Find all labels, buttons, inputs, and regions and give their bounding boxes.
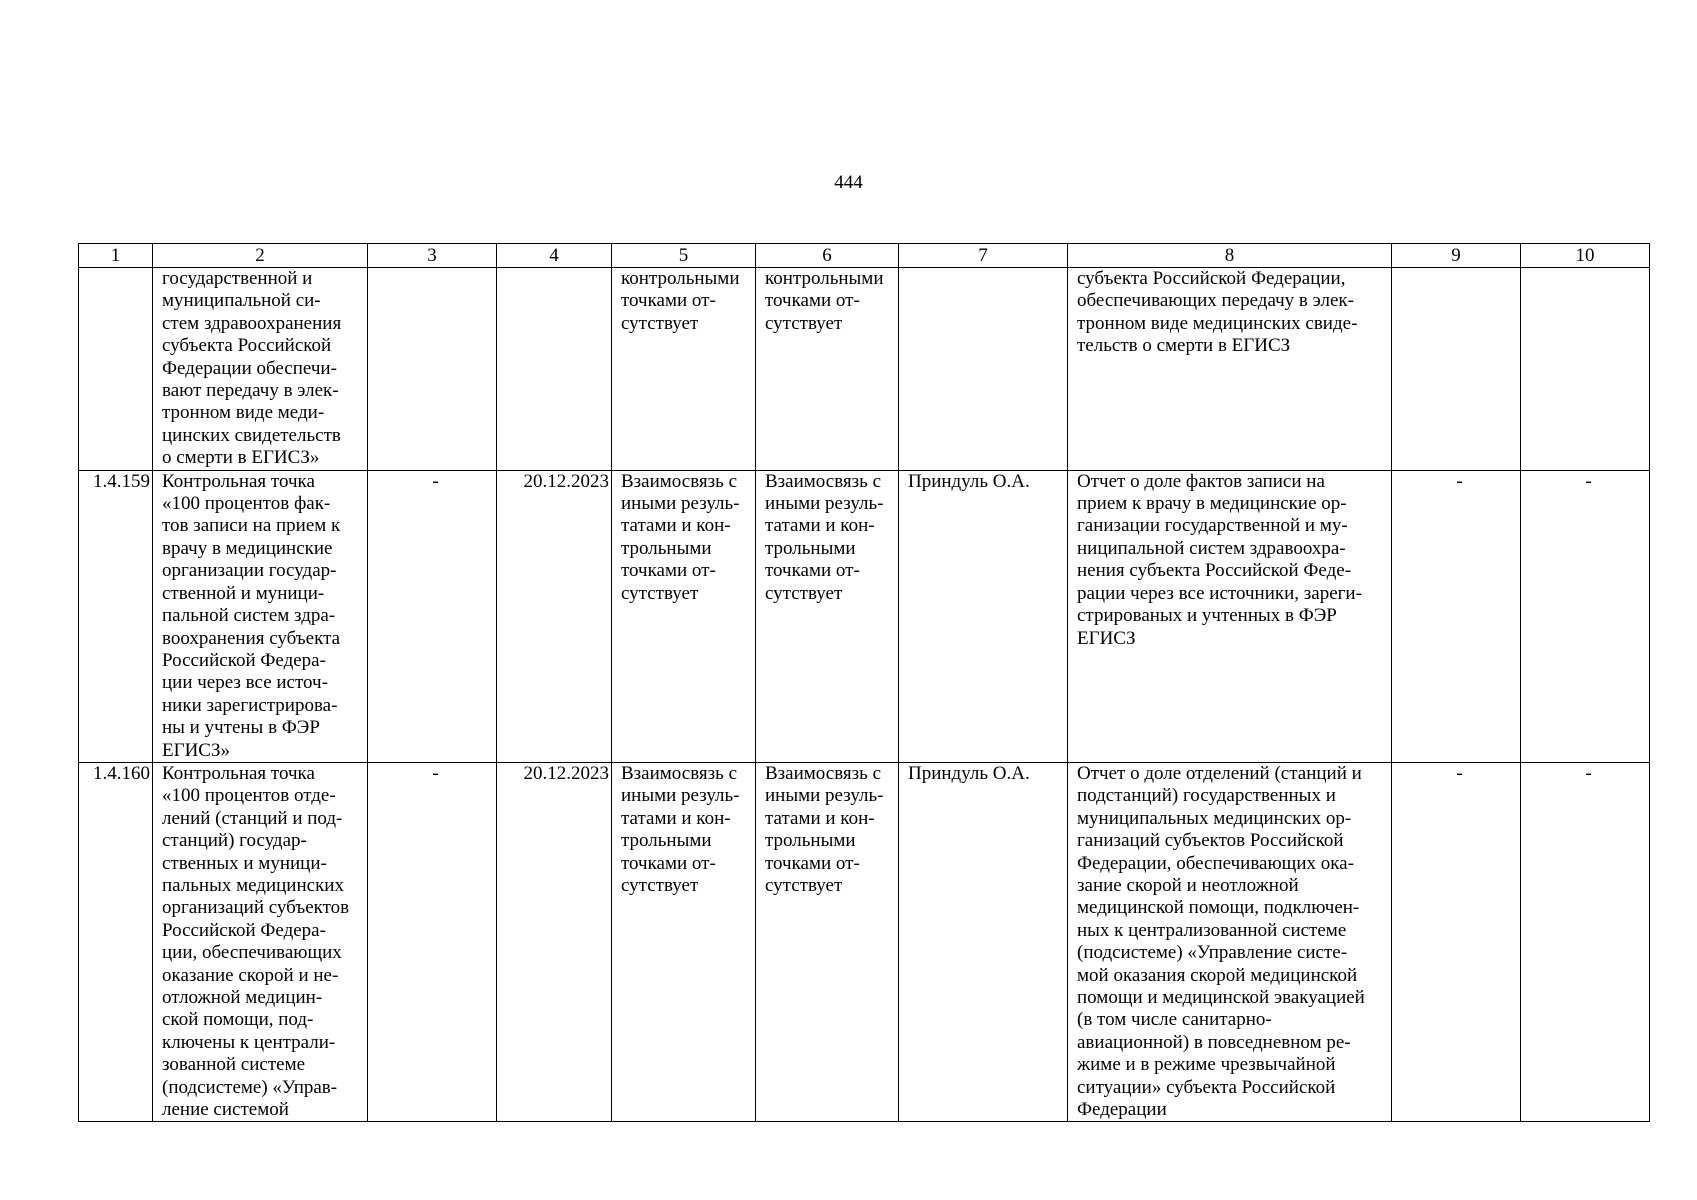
cell-report-description: субъекта Российской Федерации, обеспечивающих передачу в элек- тронном виде медицинских свиде- тельств о смерти в ЕГИСЗ	[1068, 268, 1392, 471]
cell-column-9: -	[1392, 762, 1521, 1122]
cell-relation-6: контрольными точками от- сутствует	[756, 268, 899, 471]
cell-relation-5: контрольными точками от- сутствует	[612, 268, 756, 471]
cell-column-3	[368, 268, 497, 471]
header-row	[79, 244, 1650, 268]
column-header-3: 3	[368, 244, 497, 268]
cell-control-point-name: Контрольная точка «100 процентов отде- лений (станций и под- станций) государ- ственных и муници- пальных медицинских организаций субъектов Российской Федера- ции, обеспечивающих оказание скорой и не- отложной медицин- ской помощи, под- ключены к централи- зованной системе (подсистеме) «Управ- ление системой	[153, 762, 368, 1122]
cell-date: 20.12.2023	[497, 470, 612, 762]
column-header-1: 1	[79, 244, 153, 268]
control-points-table	[78, 243, 1650, 1122]
cell-number: 1.4.160	[79, 762, 153, 1122]
page-number: 444	[834, 172, 863, 193]
cell-report-description: Отчет о доле фактов записи на прием к врачу в медицинские ор- ганизации государственной и му- ниципальной систем здравоохра- нения субъекта Российской Феде- рации через все источники, зареги- стрированых и учтенных в ФЭР ЕГИСЗ	[1068, 470, 1392, 762]
cell-relation-5: Взаимосвязь с иными резуль- татами и кон- трольными точками от- сутствует	[612, 470, 756, 762]
cell-responsible: Приндуль О.А.	[899, 762, 1068, 1122]
column-header-6: 6	[756, 244, 899, 268]
cell-date	[497, 268, 612, 471]
column-header-5: 5	[612, 244, 756, 268]
cell-column-10: -	[1521, 762, 1650, 1122]
cell-relation-6: Взаимосвязь с иными резуль- татами и кон- трольными точками от- сутствует	[756, 762, 899, 1122]
column-header-10: 10	[1521, 244, 1650, 268]
cell-relation-5: Взаимосвязь с иными резуль- татами и кон- трольными точками от- сутствует	[612, 762, 756, 1122]
cell-column-10: -	[1521, 470, 1650, 762]
cell-column-3: -	[368, 762, 497, 1122]
column-header-8: 8	[1068, 244, 1392, 268]
column-header-9: 9	[1392, 244, 1521, 268]
cell-number	[79, 268, 153, 471]
cell-number: 1.4.159	[79, 470, 153, 762]
column-header-2: 2	[153, 244, 368, 268]
table-row	[79, 470, 1650, 762]
cell-control-point-name: государственной и муниципальной си- стем здравоохранения субъекта Российской Федерации обеспечи- вают передачу в элек- тронном виде меди- цинских свидетельств о смерти в ЕГИСЗ»	[153, 268, 368, 471]
table-row	[79, 268, 1650, 471]
cell-column-3: -	[368, 470, 497, 762]
column-header-4: 4	[497, 244, 612, 268]
cell-control-point-name: Контрольная точка «100 процентов фак- тов записи на прием к врачу в медицинские организации государ- ственной и муници- пальной систем здра- воохранения субъекта Российской Федера- ции через все источ- ники зарегистрирова- ны и учтены в ФЭР ЕГИСЗ»	[153, 470, 368, 762]
cell-column-10	[1521, 268, 1650, 471]
cell-column-9: -	[1392, 470, 1521, 762]
cell-relation-6: Взаимосвязь с иными резуль- татами и кон- трольными точками от- сутствует	[756, 470, 899, 762]
cell-responsible: Приндуль О.А.	[899, 470, 1068, 762]
table-row	[79, 762, 1650, 1122]
cell-responsible	[899, 268, 1068, 471]
cell-date: 20.12.2023	[497, 762, 612, 1122]
cell-column-9	[1392, 268, 1521, 471]
cell-report-description: Отчет о доле отделений (станций и подстанций) государственных и муниципальных медицинских ор- ганизаций субъектов Российской Федерации, обеспечивающих ока- зание скорой и неотложной медицинской помощи, подключен- ных к централизованной системе (подсистеме) «Управление систе- мой оказания скорой медицинской помощи и медицинской эвакуацией (в том числе санитарно- авиационной) в повседневном ре- жиме и в режиме чрезвычайной ситуации» субъекта Российской Федерации	[1068, 762, 1392, 1122]
column-header-7: 7	[899, 244, 1068, 268]
